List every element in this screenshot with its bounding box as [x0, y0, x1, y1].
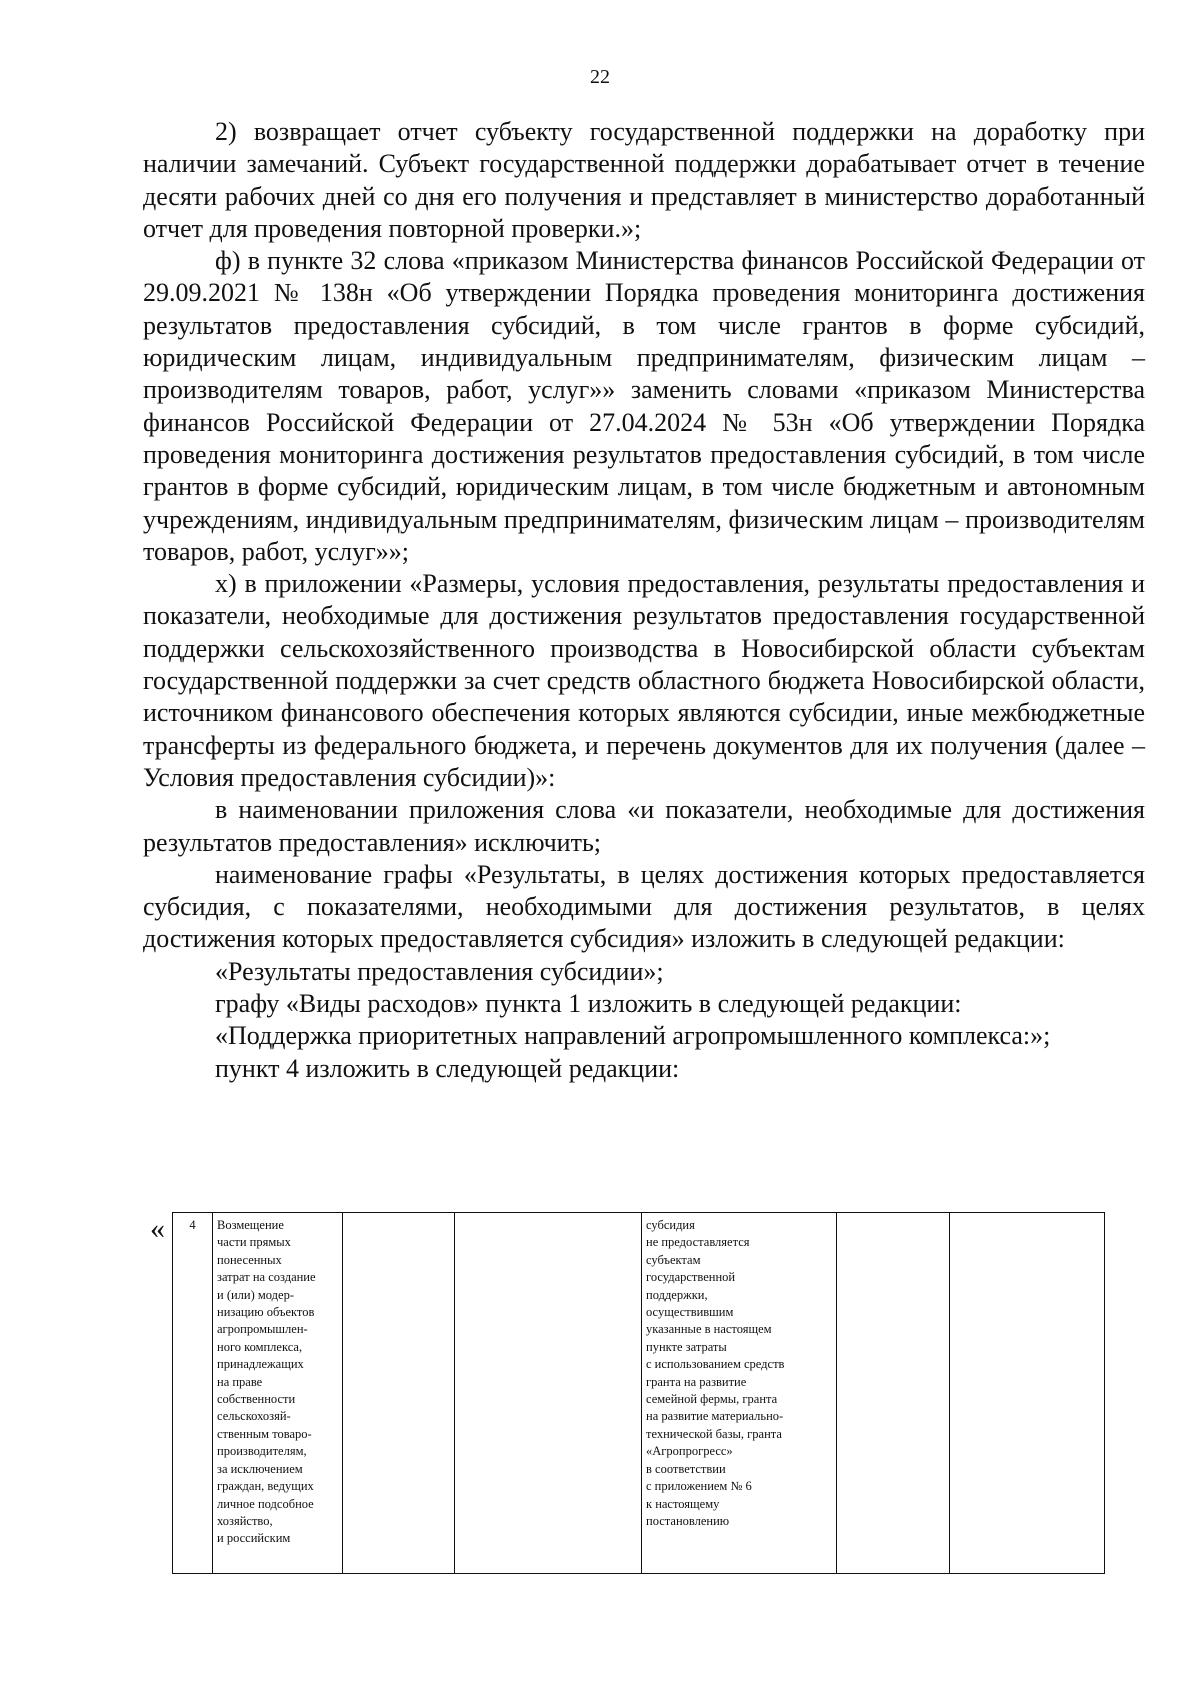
empty-cell — [455, 1213, 642, 1574]
condition-cell: субсидия не предоставляется субъектам государственной поддержки, осуществившим указанные в настоящем пункте затраты с использованием средств гранта на развитие семейной фермы, гранта на развитие материально- технической базы, гранта «Агропрогресс» в соответствии с приложением № 6 к настоящему постановлению — [642, 1213, 837, 1574]
amendment-table — [172, 1212, 1104, 1574]
paragraph-report-return: 2) возвращает отчет субъекту государственной поддержки на доработку при наличии замечаний. Субъект государственной поддержки дорабатывает отчет в течение десяти рабочих дней со дня его получения и представляет в министерство доработанный отчет для проведения повторной проверки.»; — [143, 117, 1145, 243]
paragraph-expense-types: графу «Виды расходов» пункта 1 изложить в следующей редакции: — [215, 989, 962, 1019]
table-open-quote: « — [150, 1212, 165, 1245]
empty-cell — [950, 1213, 1105, 1574]
paragraph-results-quote: «Результаты предоставления субсидии»; — [215, 956, 664, 986]
paragraph-item-f: ф) в пункте 32 слова «приказом Министерства финансов Российской Федерации от 29.09.2021 № 138н «Об утверждении Порядка проведения мониторинга достижения результатов предоставления субсидий, в том числе грантов в форме субсидий, юридическим лицам, индивидуальным предпринимателям, физическим лицам – производителям товаров, работ, услуг»» заменить словами «приказом Министерства финансов Российской Федерации от 27.04.2024 № 53н «Об утверждении Порядка проведения мониторинга достижения результатов предоставления субсидий, в том числе грантов в форме субсидий, юридическим лицам, в том числе бюджетным и автономным учреждениям, индивидуальным предпринимателям, физическим лицам – производителям товаров, работ, услуг»»; — [143, 246, 1145, 566]
paragraph-column-title: наименование графы «Результаты, в целях достижения которых предоставляется субсидия, с показателями, необходимыми для достижения результатов, в целях достижения которых предоставляется субсидия» изложить в следующей редакции: — [143, 859, 1145, 954]
page-number: 22 — [590, 66, 610, 88]
expense-type-cell: Возмещение части прямых понесенных затрат на создание и (или) модер- низацию объектов агропромышлен- ного комплекса, принадлежащих на праве собственности сельскохозяй- ственным товаро- производителям, за исключением граждан, ведущих личное подсобное хозяйство, и российским — [213, 1213, 343, 1574]
document-body — [143, 116, 1145, 1085]
paragraph-support-quote: «Поддержка приоритетных направлений агропромышленного комплекса:»; — [215, 1021, 1051, 1051]
paragraph-annex-title: в наименовании приложения слова «и показатели, необходимые для достижения результатов предоставления» исключить; — [143, 795, 1145, 857]
empty-cell — [837, 1213, 950, 1574]
table-row — [173, 1213, 1105, 1574]
paragraph-item-4: пункт 4 изложить в следующей редакции: — [215, 1053, 680, 1083]
empty-cell — [343, 1213, 455, 1574]
row-number-cell: 4 — [173, 1213, 213, 1574]
paragraph-item-kh: х) в приложении «Размеры, условия предоставления, результаты предоставления и показатели, необходимые для достижения результатов предоставления государственной поддержки сельскохозяйственного производства в Новосибирской области субъектам государственной поддержки за счет средств областного бюджета Новосибирской области, источником финансового обеспечения которых являются субсидии, иные межбюджетные трансферты из федерального бюджета, и перечень документов для их получения (далее – Условия предоставления субсидии)»: — [143, 569, 1145, 792]
